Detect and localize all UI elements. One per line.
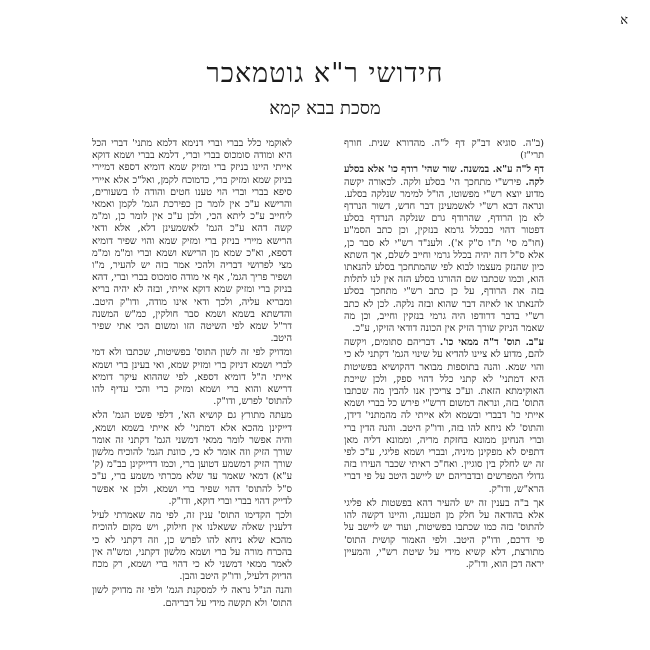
paragraph-text: אך ב"ה בענין זה יש להעיר דהא בפשטות לא פליגי אלא בהודאה על חלק מן הטענה, והיינו דקשה להו להתוס' בזה כמו שכתבו בפשיטות, ועוד יש ליישב על פי דרכם, ודו"ק היטב. ולפי האמור קושית התוס' מתורצת, דלא קשיא מידי על שיטת רש"י, והמעיין יראה דכן הוא, ודו"ק. <box>344 497 544 570</box>
paragraph <box>92 585 292 609</box>
page-title: חידושי ר"א גוטמאכר <box>206 58 444 89</box>
paragraph <box>344 337 544 496</box>
page-number: א <box>620 13 628 28</box>
paragraph <box>92 138 292 345</box>
paragraph-text: פירש"י מתחכך הי' בסלע ולקה. לכאורה יקשה מדוע יוצא רש"י מפשוטו, הו"ל למימר שנלקה בסלע. ונראה דבא רש"י לאשמעינן דבר חדש, דשור הנרדף לא מן הרודף, שהרודף גרם שנלקה הנרדף בסלע דפטור דהוי כבכלל גרמא בנזקין, וכן כתב הסמ"ע (חו"מ סי' ת"ו ס"ק א'). ולענ"ד רש"י לא סבר כן, אלא ס"ל דזה יהיה בכלל גרמי וחייב לשלם, אך השתא כיון שהנזק מעצמו לבוא לפי שהמתחכך בסלע להנאתו הוא, וכמו שכתבו שם ההורגו בסלע הזה אין לנו לתלות בזה את הרודף, על כן כתב רש"י מתחכך בסלע להנאתו או לאיזה דבר שהוא ובזה נלקה. לכן לא כתב רש"י בדבר דרודפו היה גרמי בנזקין וחייב, וכן מה שאמר הניזק שורך הזיק אין הכונה דודאי הזיקו, ע"כ. <box>344 176 544 335</box>
left-column <box>92 138 292 628</box>
paragraph-lead: ע"ב. תוס' ד"ה ממאי כו'. <box>439 337 544 349</box>
paragraph-text: מעתה מתורץ גם קושיא הא', דלפי פשט הגמ' הלא דייקינן מהכא אלא דמתני' לא אייתי בשמא ושמא, והיה אפשר לומר ממאי דמשני הגמ' דקתני זה אומר שורך הזיק וזה אומר לא כי, כוונת הגמ' להוכיח מלשון שורך הזיק דמשמע דטוען ברי, וכמו דדייקינן בב"מ (ק' ע"א) דמאי שאמר עד שלא מכרתי משמע ברי, ע"כ ס"ל להתוס' דהוי שפיר ברי ושמא, ולכן אי אפשר לדייק דהוי בברי וברי דוקא, ודו"ק. <box>92 410 292 507</box>
page-subtitle: מסכת בבא קמא <box>269 98 381 119</box>
paragraph-text: ומדויק לפי זה לשון התוס' בפשיטות, שכתבו ולא דמי לברי ושמא דניזק ברי ומזיק שמא, ואי בעינן ברי ושמא אייתי ה"ל דומיא דספא, לפי שההוא עיקר דומיא דרישא והוא ברי ושמא ומזיק ברי והכי עדיף להו להתוס' לפרש, ודו"ק. <box>92 347 292 408</box>
paragraph-text: (ב"ה. סוגיא דב"ק דף ל"ה. מהדורא שנית. חורף תרי"ז) <box>344 138 544 162</box>
paragraph <box>344 138 544 162</box>
paragraph-text: דבריהם סתומים, ויקשה להם, מדוע לא ציינו להדיא על שינוי הגמ' דקתני לא כי והוי שמא. והנה בתוספות מבואר דהקושיא בפשיטות היא דמתני' לא קתני כלל דהוי ספק, ולכן שייכת האוקימתא הזאת. וע"כ צריכין אנו להבין מה שכתבו התוס' בזה, ונראה דמשום דרש"י פירש כל בברי ושמא אייתי כו' דבברי ובשמא ולא אייתי לה מהמתני' דידן, והתוס' לא ניחא להו בזה, ודו"ק היטב. והנה הדין ברי וברי הנחינן ממונא בחזקת מריה, וממונא דליה מאן דתפיס לא מפקינן מיניה, ובברי ושמא פליגי, ע"כ לפי זה יש לחלק בין סוגיין. ואח"כ ראיתי שכבר העירו בזה גדולי המפרשים ובדבריהם יש ליישב היטב על פי דברי הרא"ש, ודו"ק. <box>344 337 544 495</box>
right-column <box>344 138 544 634</box>
paragraph <box>92 410 292 508</box>
paragraph-text: ולכך הקדימו התוס' ענין זה, לפי מה שאמרתי לעיל דלענין שאלה ששאלנו אין חילוק, ויש מקום להוכיח מהכא שלא ניחא להו לפרש כן, וזה דקתני לא כי בהכרח מורה על ברי ושמא מלשון דקתני, ומש"ה אין לאמר ממאי דמשני לא כי דהוי ברי ושמא, רק מכח הדיוק דלעיל, ודו"ק היטב והבן. <box>92 510 292 583</box>
paragraph <box>92 510 292 583</box>
paragraph-text: והנה הנ"ל נראה לי למסקנת הגמ' ולפי זה מדויק לשון התוס' ולא תקשה מידי על דבריהם. <box>92 585 292 609</box>
paragraph <box>344 498 544 571</box>
paragraph-lead: דף ל"ה ע"א. במשנה. שור שהי' רודף כו' אלא בסלע לקה. <box>344 164 544 188</box>
paragraph <box>92 347 292 408</box>
paragraph <box>344 164 544 335</box>
paragraph-text: לאוקמי כלל בברי וברי דנימא דלמא מתני' דברי הכל היא ומודה סומכוס בברי וברי, דלמא בברי ושמא דוקא אייתי היינו בניזק ברי ומזיק שמא דומיא דספא דמיירי בניזק שמא ומזיק ברי, כדמוכח לקמן, ואל"כ אלא איירי סיפא בברי וברי הוי טענו חטים והודה לו בשעורים, והרישא ע"כ אין לומר כן כפירכת הגמ' לקמן ואמאי ליחייב ע"כ ליתא הכי, ולכן ע"כ אין לומר כן, ומ"מ קשה דהא ע"כ הגמ' לאשמעינן דלא, אלא ודאי הרישא מיירי בניזק ברי ומזיק שמא והוי שפיר דומיא דספא, וא"כ שמא מן הרישא ושמא וברי ומ"מ ומ"מ מצי לפרושי דבריה ולהכי אמר בזה יש להעיר, מ"ו ושפיר פריך הגמ', אף אי מודה סומכוס בברי וברי, דהא בניזק ברי ומזיק שמא דוקא אייתי, ובזה לא יהיה בריא ומבריא עליה, ולכך ודאי אינו מודה, ודו"ק היטב. והדשתא בשמא ושמא סבר חולקין, כמ"ש המשנה דר"ל שמא לפי השיטה הזו ומשום הכי אתי שפיר היטב. <box>92 138 292 345</box>
